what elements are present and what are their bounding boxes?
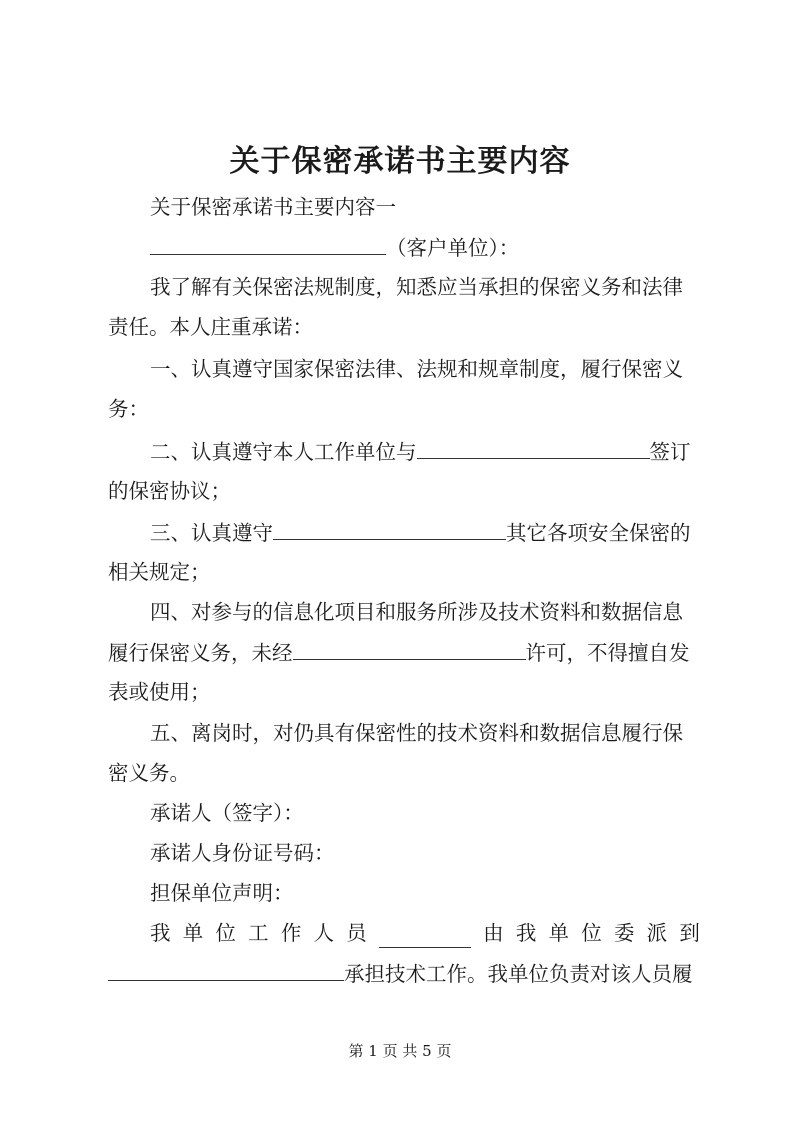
item-3-suffix: 其它各项安全保密的: [506, 521, 691, 545]
guarantee-char: 人: [313, 921, 335, 945]
promiser-id-label: 承诺人身份证号码：: [150, 841, 335, 865]
document-subtitle: 关于保密承诺书主要内容一: [150, 195, 396, 219]
item-4-line-2: [108, 637, 700, 668]
guarantee-char: 到: [679, 921, 700, 945]
guarantee-char: 派: [646, 921, 668, 945]
item-2-blank: [417, 436, 650, 459]
item-3-line-1: [150, 517, 700, 548]
page-number-footer: 第 1 页 共 5 页: [348, 1042, 452, 1060]
item-3-prefix: 三、认真遵守: [150, 521, 273, 545]
item-1-line-2: 务：: [108, 397, 149, 421]
item-4-line-3: 表或使用；: [108, 680, 211, 704]
guarantee-char: 单: [548, 921, 570, 945]
paragraph-1-line-1: 我了解有关保密法规制度，知悉应当承担的保密义务和法律: [150, 275, 683, 299]
item-1-line-1: 一、认真遵守国家保密法律、法规和规章制度，履行保密义: [150, 357, 683, 381]
guarantee-line-2: [108, 958, 700, 989]
staff-name-blank: [379, 925, 471, 948]
guarantee-char: 工: [248, 921, 269, 945]
client-unit-line: [150, 232, 700, 263]
guarantee-line-2-suffix: 承担技术工作。我单位负责对该人员履: [344, 962, 693, 986]
guarantee-char: 我: [515, 921, 537, 945]
client-unit-suffix: （客户单位）：: [386, 236, 520, 260]
item-2-suffix: 签订: [649, 440, 691, 464]
client-unit-blank: [150, 232, 386, 255]
item-3-blank: [273, 517, 506, 540]
item-2-prefix: 二、认真遵守本人工作单位与: [150, 440, 417, 464]
guarantee-statement-title: 担保单位声明：: [150, 881, 294, 905]
guarantee-char: 委: [613, 921, 635, 945]
guarantee-char: 员: [346, 921, 367, 945]
guarantee-char: 由: [483, 921, 504, 945]
item-3-line-2: 相关规定；: [108, 560, 211, 584]
item-4-prefix: 履行保密义务，未经: [108, 641, 293, 665]
item-5-line-2: 密义务。: [108, 761, 190, 785]
guarantee-char: 位: [215, 921, 236, 945]
paragraph-1-line-2: 责任。本人庄重承诺：: [108, 315, 313, 339]
guarantee-line-1: [150, 918, 700, 948]
promiser-signature-label: 承诺人（签字）：: [150, 801, 304, 825]
item-4-blank: [293, 637, 526, 660]
guarantee-char: 我: [150, 921, 171, 945]
guarantee-char: 作: [280, 921, 302, 945]
item-2-line-2: 的保密协议；: [108, 479, 231, 503]
assigned-unit-blank: [108, 958, 344, 981]
item-4-suffix: 许可，不得擅自发: [525, 641, 690, 665]
item-5-line-1: 五、离岗时，对仍具有保密性的技术资料和数据信息履行保: [150, 721, 683, 745]
document-title: 关于保密承诺书主要内容: [229, 144, 571, 179]
guarantee-char: 单: [182, 921, 204, 945]
guarantee-char: 位: [581, 921, 602, 945]
item-2-line-1: [150, 436, 700, 467]
item-4-line-1: 四、对参与的信息化项目和服务所涉及技术资料和数据信息: [150, 600, 683, 624]
